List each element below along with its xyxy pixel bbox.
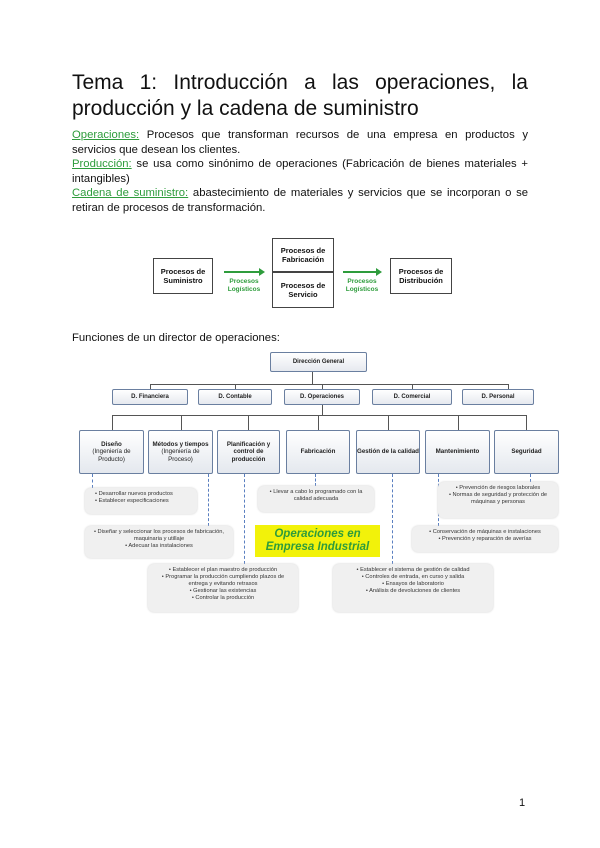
note-line: • Controlar la producción <box>191 595 255 601</box>
dept-seguridad <box>494 430 559 474</box>
note-line: • Conservación de máquinas e instalaciones <box>429 529 541 535</box>
org-box-contable: D. Contable <box>198 389 272 405</box>
dept-metodos <box>148 430 213 474</box>
dept-diseno <box>79 430 144 474</box>
industrial-operations-banner <box>255 525 380 557</box>
definition-produccion <box>72 157 528 186</box>
definition-text: se usa como sinónimo de operaciones (Fabricación de bienes materiales + intangibles) <box>72 158 528 185</box>
dept-planificacion <box>217 430 280 474</box>
note-line: • Establecer especificaciones <box>95 498 169 504</box>
note-line: • Adecuar las instalaciones <box>125 543 193 549</box>
connector <box>248 415 249 430</box>
connector <box>318 415 319 430</box>
connector <box>112 415 113 430</box>
dept-name: Gestión de la calidad <box>357 448 419 456</box>
dept-name: Fabricación <box>300 448 336 456</box>
org-box-financiera: D. Financiera <box>112 389 188 405</box>
dept-mantenimiento <box>425 430 490 474</box>
dept-name: Planificación y control de producción <box>226 440 271 463</box>
org-box-personal: D. Personal <box>462 389 534 405</box>
dept-fabricacion <box>286 430 350 474</box>
definition-text: Procesos que transforman recursos de una empresa en productos y servicios que desean los clientes. <box>72 129 528 156</box>
dashed-connector <box>530 474 531 482</box>
dept-name: Diseño <box>101 440 122 448</box>
definition-text: abastecimiento de materiales y servicios que se incorporan o se retiran de procesos de transformación. <box>72 187 529 214</box>
note-calidad <box>333 564 493 612</box>
dashed-connector <box>208 474 209 526</box>
flow-box-service: Procesos de Servicio <box>272 272 334 308</box>
note-diseno <box>85 488 197 514</box>
page-title: Tema 1: Introducción a las operaciones, la producción y la cadena de suministro <box>72 71 528 120</box>
dashed-connector <box>244 474 245 564</box>
flow-arrow-left <box>224 271 260 273</box>
flow-label-logistics-left: Procesos Logísticos <box>227 278 261 293</box>
flow-box-manufacturing: Procesos de Fabricación <box>272 238 334 272</box>
note-metodos <box>85 526 233 558</box>
flow-box-supply: Procesos de Suministro <box>153 258 213 294</box>
note-line: • Establecer el sistema de gestión de calidad <box>356 567 470 573</box>
connector <box>526 415 527 430</box>
connector <box>322 405 323 415</box>
org-box-operaciones: D. Operaciones <box>284 389 360 405</box>
note-line: • Normas de seguridad y protección de máquinas y personas <box>448 492 548 505</box>
note-mantenimiento <box>412 526 558 552</box>
org-box-direccion-general: Dirección General <box>270 352 367 372</box>
page-number: 1 <box>519 797 526 809</box>
connector <box>388 415 389 430</box>
dept-name: Métodos y tiempos <box>152 440 209 448</box>
definition-term: Cadena de suministro: <box>72 187 189 200</box>
dept-sub: (Ingeniería de Proceso) <box>161 448 200 463</box>
banner-line: Operaciones en <box>274 528 361 540</box>
dashed-connector <box>315 474 316 486</box>
definition-cadena <box>72 186 528 215</box>
dept-name: Seguridad <box>511 448 542 456</box>
note-line: • Prevención y reparación de averías <box>438 536 532 542</box>
note-line: • Controles de entrada, en curso y salida <box>361 574 465 580</box>
note-line: • Gestionar las existencias <box>189 588 257 594</box>
dashed-connector <box>92 474 93 488</box>
note-line: • Desarrollar nuevos productos <box>95 491 173 497</box>
flow-label-logistics-right: Procesos Logísticos <box>345 278 379 293</box>
definition-term: Operaciones: <box>72 129 140 141</box>
note-line: • Ensayos de laboratorio <box>382 581 444 587</box>
connector <box>150 384 508 385</box>
org-heading: Funciones de un director de operaciones: <box>72 332 280 344</box>
connector <box>181 415 182 430</box>
note-planificacion <box>148 564 298 612</box>
note-line: • Prevención de riesgos laborales <box>455 485 541 491</box>
note-seguridad <box>438 482 558 518</box>
org-box-comercial: D. Comercial <box>372 389 452 405</box>
note-line: • Análisis de devoluciones de clientes <box>365 588 461 594</box>
dept-calidad <box>356 430 420 474</box>
definition-term: Producción: <box>72 158 132 171</box>
banner-line: Empresa Industrial <box>265 541 370 553</box>
note-line: • Llevar a cabo lo programado con la calidad adecuada <box>269 489 363 502</box>
definition-operaciones <box>72 128 528 157</box>
connector <box>458 415 459 430</box>
note-line: • Diseñar y seleccionar los procesos de fabricación, maquinaria y utillaje <box>93 529 225 542</box>
note-line: • Establecer el plan maestro de producción <box>168 567 278 573</box>
dept-sub: (Ingeniería de Producto) <box>92 448 131 463</box>
connector <box>112 415 526 416</box>
flow-box-distribution: Procesos de Distribución <box>390 258 452 294</box>
flow-arrow-right <box>343 271 377 273</box>
definitions <box>72 128 528 216</box>
dept-name: Mantenimiento <box>435 448 480 456</box>
dashed-connector <box>392 474 393 564</box>
note-fabricacion <box>258 486 374 512</box>
note-line: • Programar la producción cumpliendo plazos de entrega y evitando retrasos <box>161 574 285 587</box>
